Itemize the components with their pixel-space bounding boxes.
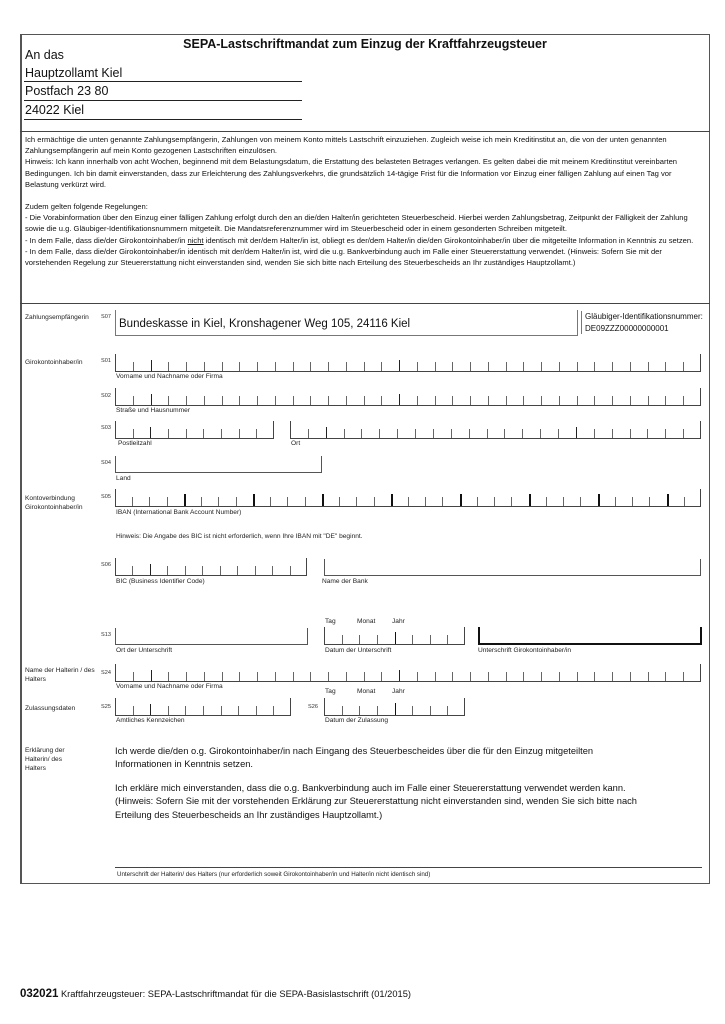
comb-tick [511,497,512,506]
comb-tick [359,635,360,644]
comb-tick [115,421,116,438]
comb-tick [598,494,600,506]
comb-tick [151,394,152,405]
comb-tick [541,396,542,405]
comb-tick [435,396,436,405]
field-code-s24: S24 [101,670,111,676]
comb-tick [665,396,666,405]
comb-tick [470,396,471,405]
comb-tick [563,497,564,506]
comb-tick [204,362,205,371]
comb-tick [255,566,256,575]
comb-tick [559,396,560,405]
comb-tick [186,362,187,371]
comb-tick [324,698,325,715]
comb-tick [577,672,578,681]
comb-tick [239,429,240,438]
comb-tick [273,421,274,438]
comb-tick [275,672,276,681]
license-plate-sublabel: Amtliches Kennzeichen [116,717,185,724]
comb-tick [580,497,581,506]
comb-tick [415,429,416,438]
comb-tick [150,704,151,715]
comb-tick [612,429,613,438]
comb-tick [150,564,151,575]
holder-signature-sublabel: Unterschrift der Halterin/ des Halters (nur erforderlich soweit Girokontoinhaber/in und Halter/in nicht identisch sind) [117,871,431,878]
comb-tick [287,497,288,506]
comb-tick [447,706,448,715]
registration-date-sublabel: Datum der Zulassung [325,717,389,724]
comb-tick [417,672,418,681]
mandate-hint: Hinweis: Ich kann innerhalb von acht Wochen, beginnend mit dem Belastungsdatum, die Erstattung des belasteten Betrages verlangen. Es gelten dabei die mit meinem Kreditinstitut vereinbarten Bedingungen. Ich bin damit einverstanden, dass zur Erleichterung des Zahlungsverkehrs, die grundsätzlich 14-tägige Frist für die Information vor Einzug einer fälligen Zahlung auf einen Tag vor Belastung verkürzt wird. [25,157,678,189]
account-holder-signature-sublabel: Unterschrift Girokontoinhaber/in [478,647,572,654]
registration-date-comb-field[interactable] [324,699,465,716]
signature-date-comb-field[interactable] [324,628,465,645]
comb-tick [132,566,133,575]
comb-tick [305,497,306,506]
comb-tick [470,672,471,681]
comb-tick [430,706,431,715]
comb-tick [452,362,453,371]
comb-tick [577,362,578,371]
comb-tick [238,706,239,715]
comb-tick [167,566,168,575]
rule-2: - In dem Falle, dass die/der Girokontoinhaber/in nicht identisch mit der/dem Halter/in ist, obliegt es der/dem Halter/in die/den Girokontoinhaber/in über die mitgeteilte Information in Kenntnis zu setzen. [25,235,694,245]
comb-tick [559,672,560,681]
comb-tick [464,698,465,715]
comb-tick [322,494,324,506]
declaration-para-2: Ich erkläre mich einverstanden, dass die o.g. Bankverbindung auch im Falle einer Steuererstattung verwendet werden kann. (Hinweis: Sofern Sie mit der vorstehenden Erklärung zur Steuererstattung nicht einverstanden sind, wenden Sie sich bitte nach Erteilung des Steuerbescheids an Ihr zuständiges Hauptzollamt.) [115,782,637,820]
comb-tick [667,494,669,506]
street-sublabel: Straße und Hausnummer [116,407,191,414]
recipient-field: Bundeskasse in Kiel, Kronshagener Weg 105, 24116 Kiel [115,310,578,336]
comb-tick [447,635,448,644]
comb-tick [399,670,400,681]
field-code-s05: S05 [101,494,111,500]
form-title: SEPA-Lastschriftmandat zum Einzug der Kraftfahrzeugsteuer [183,37,547,51]
comb-tick [648,396,649,405]
rules-heading: Zudem gelten folgende Regelungen: [25,202,148,212]
declaration-para-1: Ich werde die/den o.g. Girokontoinhaber/in nach Eingang des Steuerbescheides über die für den Einzug mitgeteilten Informationen in Kenntnis setzen. [115,746,594,770]
comb-tick [683,396,684,405]
comb-tick [115,388,116,405]
bic-comb-field[interactable] [115,559,307,576]
comb-tick [417,362,418,371]
comb-tick [397,429,398,438]
comb-tick [239,396,240,405]
address-line-3: Postfach 23 80 [25,84,109,98]
section-divider [20,131,710,132]
comb-tick [700,388,701,405]
date-head-year: Jahr [392,618,405,625]
comb-tick [310,396,311,405]
rule-3: - In dem Falle, dass die/der Girokontoinhaber/in identisch mit der/dem Halter/in ist, wird die u.g. Bankverbindung auch im Falle einer Steuererstattung verwendet. (Hinweis: Sofern Sie mit der vorstehenden Regelung zur Steuererstattung nicht einverstanden sind, wenden Sie sich bitte nach Erteilung des Steuerbescheids an Ihr zuständiges Hauptzollamt.) [25,246,662,268]
comb-tick [649,497,650,506]
comb-tick [326,427,327,438]
comb-tick [115,698,116,715]
comb-tick [221,429,222,438]
comb-tick [133,429,134,438]
comb-tick [399,360,400,371]
field-code-s04: S04 [101,460,111,466]
comb-tick [204,672,205,681]
comb-tick [201,497,202,506]
comb-tick [700,664,701,681]
bank-name-sublabel: Name der Bank [322,578,368,585]
comb-tick [630,362,631,371]
date-head-day: Tag [325,688,336,695]
comb-tick [221,706,222,715]
comb-tick [399,394,400,405]
address-line-2: Hauptzollamt Kiel [25,66,123,80]
comb-tick [377,635,378,644]
comb-tick [488,362,489,371]
comb-tick [185,566,186,575]
comb-tick [328,362,329,371]
comb-tick [186,429,187,438]
declaration-label: Erklärung der Halterin/ des Halters [25,747,65,772]
comb-tick [359,706,360,715]
comb-tick [665,429,666,438]
registration-label: Zulassungsdaten [25,705,76,712]
comb-tick [612,362,613,371]
comb-tick [559,362,560,371]
comb-tick [150,427,151,438]
comb-tick [665,362,666,371]
comb-tick [546,497,547,506]
recipient-label: Zahlungsempfängerin [25,314,89,321]
comb-tick [494,497,495,506]
comb-tick [700,489,701,506]
field-code-s07: S07 [101,314,111,320]
comb-tick [222,362,223,371]
comb-tick [379,429,380,438]
comb-tick [391,494,393,506]
comb-tick [700,354,701,371]
comb-tick [237,566,238,575]
address-rule [24,100,302,101]
comb-tick [665,672,666,681]
comb-tick [133,706,134,715]
comb-tick [460,494,462,506]
comb-tick [506,362,507,371]
comb-tick [648,362,649,371]
name-comb-field[interactable] [115,355,701,372]
name-sublabel: Vorname und Nachname oder Firma [116,373,223,380]
comb-tick [256,706,257,715]
comb-tick [648,672,649,681]
comb-tick [133,362,134,371]
comb-tick [469,429,470,438]
comb-tick [477,497,478,506]
comb-tick [683,429,684,438]
city-sublabel: Ort [291,440,301,447]
comb-tick [558,429,559,438]
comb-tick [203,706,204,715]
comb-tick [275,396,276,405]
date-head-month: Monat [357,618,376,625]
iban-sublabel: IBAN (International Bank Account Number) [116,509,242,516]
comb-tick [222,396,223,405]
comb-tick [430,635,431,644]
postcode-sublabel: Postleitzahl [118,440,152,447]
comb-tick [218,497,219,506]
comb-tick [346,672,347,681]
rule-1: - Die Vorabinformation über den Einzug einer fälligen Zahlung erfolgt durch den an die/den Halter/in gerichteten Steuerbescheid. Hierbei werden Zahlungsbetrag, Zeitpunkt der Fälligkeit der Zahlung sowie die u.g. Gläubiger-Identifikationsnummern mitgeteilt. Die Mandatsreferenznummer wird im Steuerbescheid oder in einem gesonderten Schreiben mitgeteilt. [25,213,688,234]
comb-tick [361,429,362,438]
comb-tick [186,396,187,405]
comb-tick [540,429,541,438]
comb-tick [381,396,382,405]
field-code-s06: S06 [101,562,111,568]
comb-tick [395,632,396,644]
comb-tick [185,706,186,715]
comb-tick [425,497,426,506]
comb-tick [220,566,221,575]
form-number: 032021 [20,988,59,1000]
account-holder-signature-field[interactable] [478,627,702,645]
field-code-s13: S13 [101,632,111,638]
form-footer [20,988,411,1000]
comb-tick [594,362,595,371]
comb-tick [594,429,595,438]
comb-tick [184,494,186,506]
comb-tick [435,362,436,371]
comb-tick [594,396,595,405]
comb-tick [364,672,365,681]
comb-tick [381,362,382,371]
field-code-s02: S02 [101,393,111,399]
comb-tick [683,672,684,681]
comb-tick [412,706,413,715]
comb-tick [615,497,616,506]
city-comb-field[interactable] [290,422,701,439]
comb-tick [612,396,613,405]
comb-tick [612,672,613,681]
address-line-1: An das [25,48,64,62]
comb-tick [381,672,382,681]
creditor-id-block [581,311,711,334]
comb-tick [504,429,505,438]
comb-tick [452,672,453,681]
comb-tick [203,429,204,438]
comb-tick [167,497,168,506]
comb-tick [151,670,152,681]
country-field[interactable] [115,456,322,473]
postcode-comb-field[interactable] [115,422,274,439]
comb-tick [290,698,291,715]
holder-label: Name der Halterin / des Halters [25,667,95,683]
comb-tick [168,429,169,438]
comb-tick [202,566,203,575]
license-plate-comb-field[interactable] [115,699,291,716]
comb-tick [412,635,413,644]
field-code-s25: S25 [101,704,111,710]
bank-label: Kontoverbindung Girokontoinhaber/in [25,495,83,511]
comb-tick [132,497,133,506]
comb-tick [488,396,489,405]
comb-tick [306,558,307,575]
bank-name-field[interactable] [324,559,701,576]
comb-tick [257,362,258,371]
account-holder-label: Girokontoinhaber/in [25,359,83,366]
comb-tick [541,672,542,681]
comb-tick [487,429,488,438]
comb-tick [417,396,418,405]
comb-tick [488,672,489,681]
form-footer-title: Kraftfahrzeugsteuer: SEPA-Lastschriftmandat für die SEPA-Basislastschrift (01/2015) [60,989,411,999]
comb-tick [594,672,595,681]
comb-tick [293,672,294,681]
comb-tick [239,672,240,681]
comb-tick [342,635,343,644]
comb-tick [168,396,169,405]
comb-tick [630,396,631,405]
comb-tick [433,429,434,438]
street-comb-field[interactable] [115,389,701,406]
comb-tick [236,497,237,506]
comb-tick [151,360,152,371]
comb-tick [256,429,257,438]
comb-tick [470,362,471,371]
comb-tick [364,362,365,371]
mandate-para-1: Ich ermächtige die unten genannte Zahlungsempfängerin, Zahlungen von meinem Konto mittels Lastschrift einzuziehen. Zugleich weise ich mein Kreditinstitut an, die von der unten genannten Zahlungsempfängerin auf mein Konto gezogenen Lastschriften einzulösen. [25,135,667,156]
comb-tick [115,489,116,506]
comb-tick [257,396,258,405]
comb-tick [529,494,531,506]
comb-tick [576,427,577,438]
bic-hint: Hinweis: Die Angabe des BIC ist nicht erforderlich, wenn Ihre IBAN mit "DE" beginnt. [116,533,363,540]
comb-tick [339,497,340,506]
comb-tick [204,396,205,405]
comb-tick [310,362,311,371]
comb-tick [346,396,347,405]
comb-tick [290,566,291,575]
comb-tick [523,396,524,405]
section-divider [20,303,710,304]
comb-tick [342,706,343,715]
comb-tick [308,429,309,438]
comb-tick [395,703,396,715]
date-head-month: Monat [357,688,376,695]
signature-place-sublabel: Ort der Unterschrift [116,647,173,654]
comb-tick [377,706,378,715]
comb-tick [186,672,187,681]
comb-tick [684,497,685,506]
comb-tick [506,396,507,405]
comb-tick [577,396,578,405]
comb-tick [451,429,452,438]
comb-tick [275,362,276,371]
mandate-text [25,134,705,268]
comb-tick [168,362,169,371]
comb-tick [168,672,169,681]
comb-tick [133,672,134,681]
country-sublabel: Land [116,475,131,482]
comb-tick [272,566,273,575]
holder-signature-line[interactable] [115,867,702,868]
bic-sublabel: BIC (Business Identifier Code) [116,578,205,585]
comb-tick [115,558,116,575]
declaration-text [115,745,645,822]
comb-tick [364,396,365,405]
signature-place-field[interactable] [115,628,308,645]
comb-tick [115,354,116,371]
date-head-year: Jahr [392,688,405,695]
comb-tick [328,396,329,405]
comb-tick [630,672,631,681]
comb-tick [374,497,375,506]
comb-tick [273,706,274,715]
comb-tick [435,672,436,681]
comb-tick [506,672,507,681]
comb-tick [115,664,116,681]
comb-tick [452,396,453,405]
comb-tick [133,396,134,405]
comb-tick [683,362,684,371]
comb-tick [257,672,258,681]
comb-tick [630,429,631,438]
comb-tick [293,362,294,371]
address-rule [24,119,302,120]
comb-tick [346,362,347,371]
holder-name-sublabel: Vorname und Nachname oder Firma [116,683,223,690]
comb-tick [222,672,223,681]
address-line-4: 24022 Kiel [25,103,85,117]
comb-tick [324,627,325,644]
comb-tick [522,429,523,438]
comb-tick [293,396,294,405]
comb-tick [442,497,443,506]
comb-tick [541,362,542,371]
comb-tick [523,362,524,371]
date-head-day: Tag [325,618,336,625]
comb-tick [328,672,329,681]
creditor-id-value: DE09ZZZ00000000001 [585,323,669,333]
comb-tick [310,672,311,681]
comb-tick [168,706,169,715]
comb-tick [408,497,409,506]
comb-tick [253,494,255,506]
address-rule [24,81,302,82]
signature-date-sublabel: Datum der Unterschrift [325,647,392,654]
comb-tick [632,497,633,506]
field-code-s26: S26 [308,704,318,710]
field-code-s03: S03 [101,425,111,431]
comb-tick [290,421,291,438]
comb-tick [270,497,271,506]
comb-tick [356,497,357,506]
comb-tick [149,497,150,506]
creditor-id-label: Gläubiger-Identifikationsnummer: [585,312,703,321]
comb-tick [647,429,648,438]
comb-tick [344,429,345,438]
iban-comb-field[interactable] [115,490,701,507]
field-code-s01: S01 [101,358,111,364]
comb-tick [239,362,240,371]
comb-tick [523,672,524,681]
comb-tick [464,627,465,644]
holder-name-comb-field[interactable] [115,665,701,682]
comb-tick [700,421,701,438]
